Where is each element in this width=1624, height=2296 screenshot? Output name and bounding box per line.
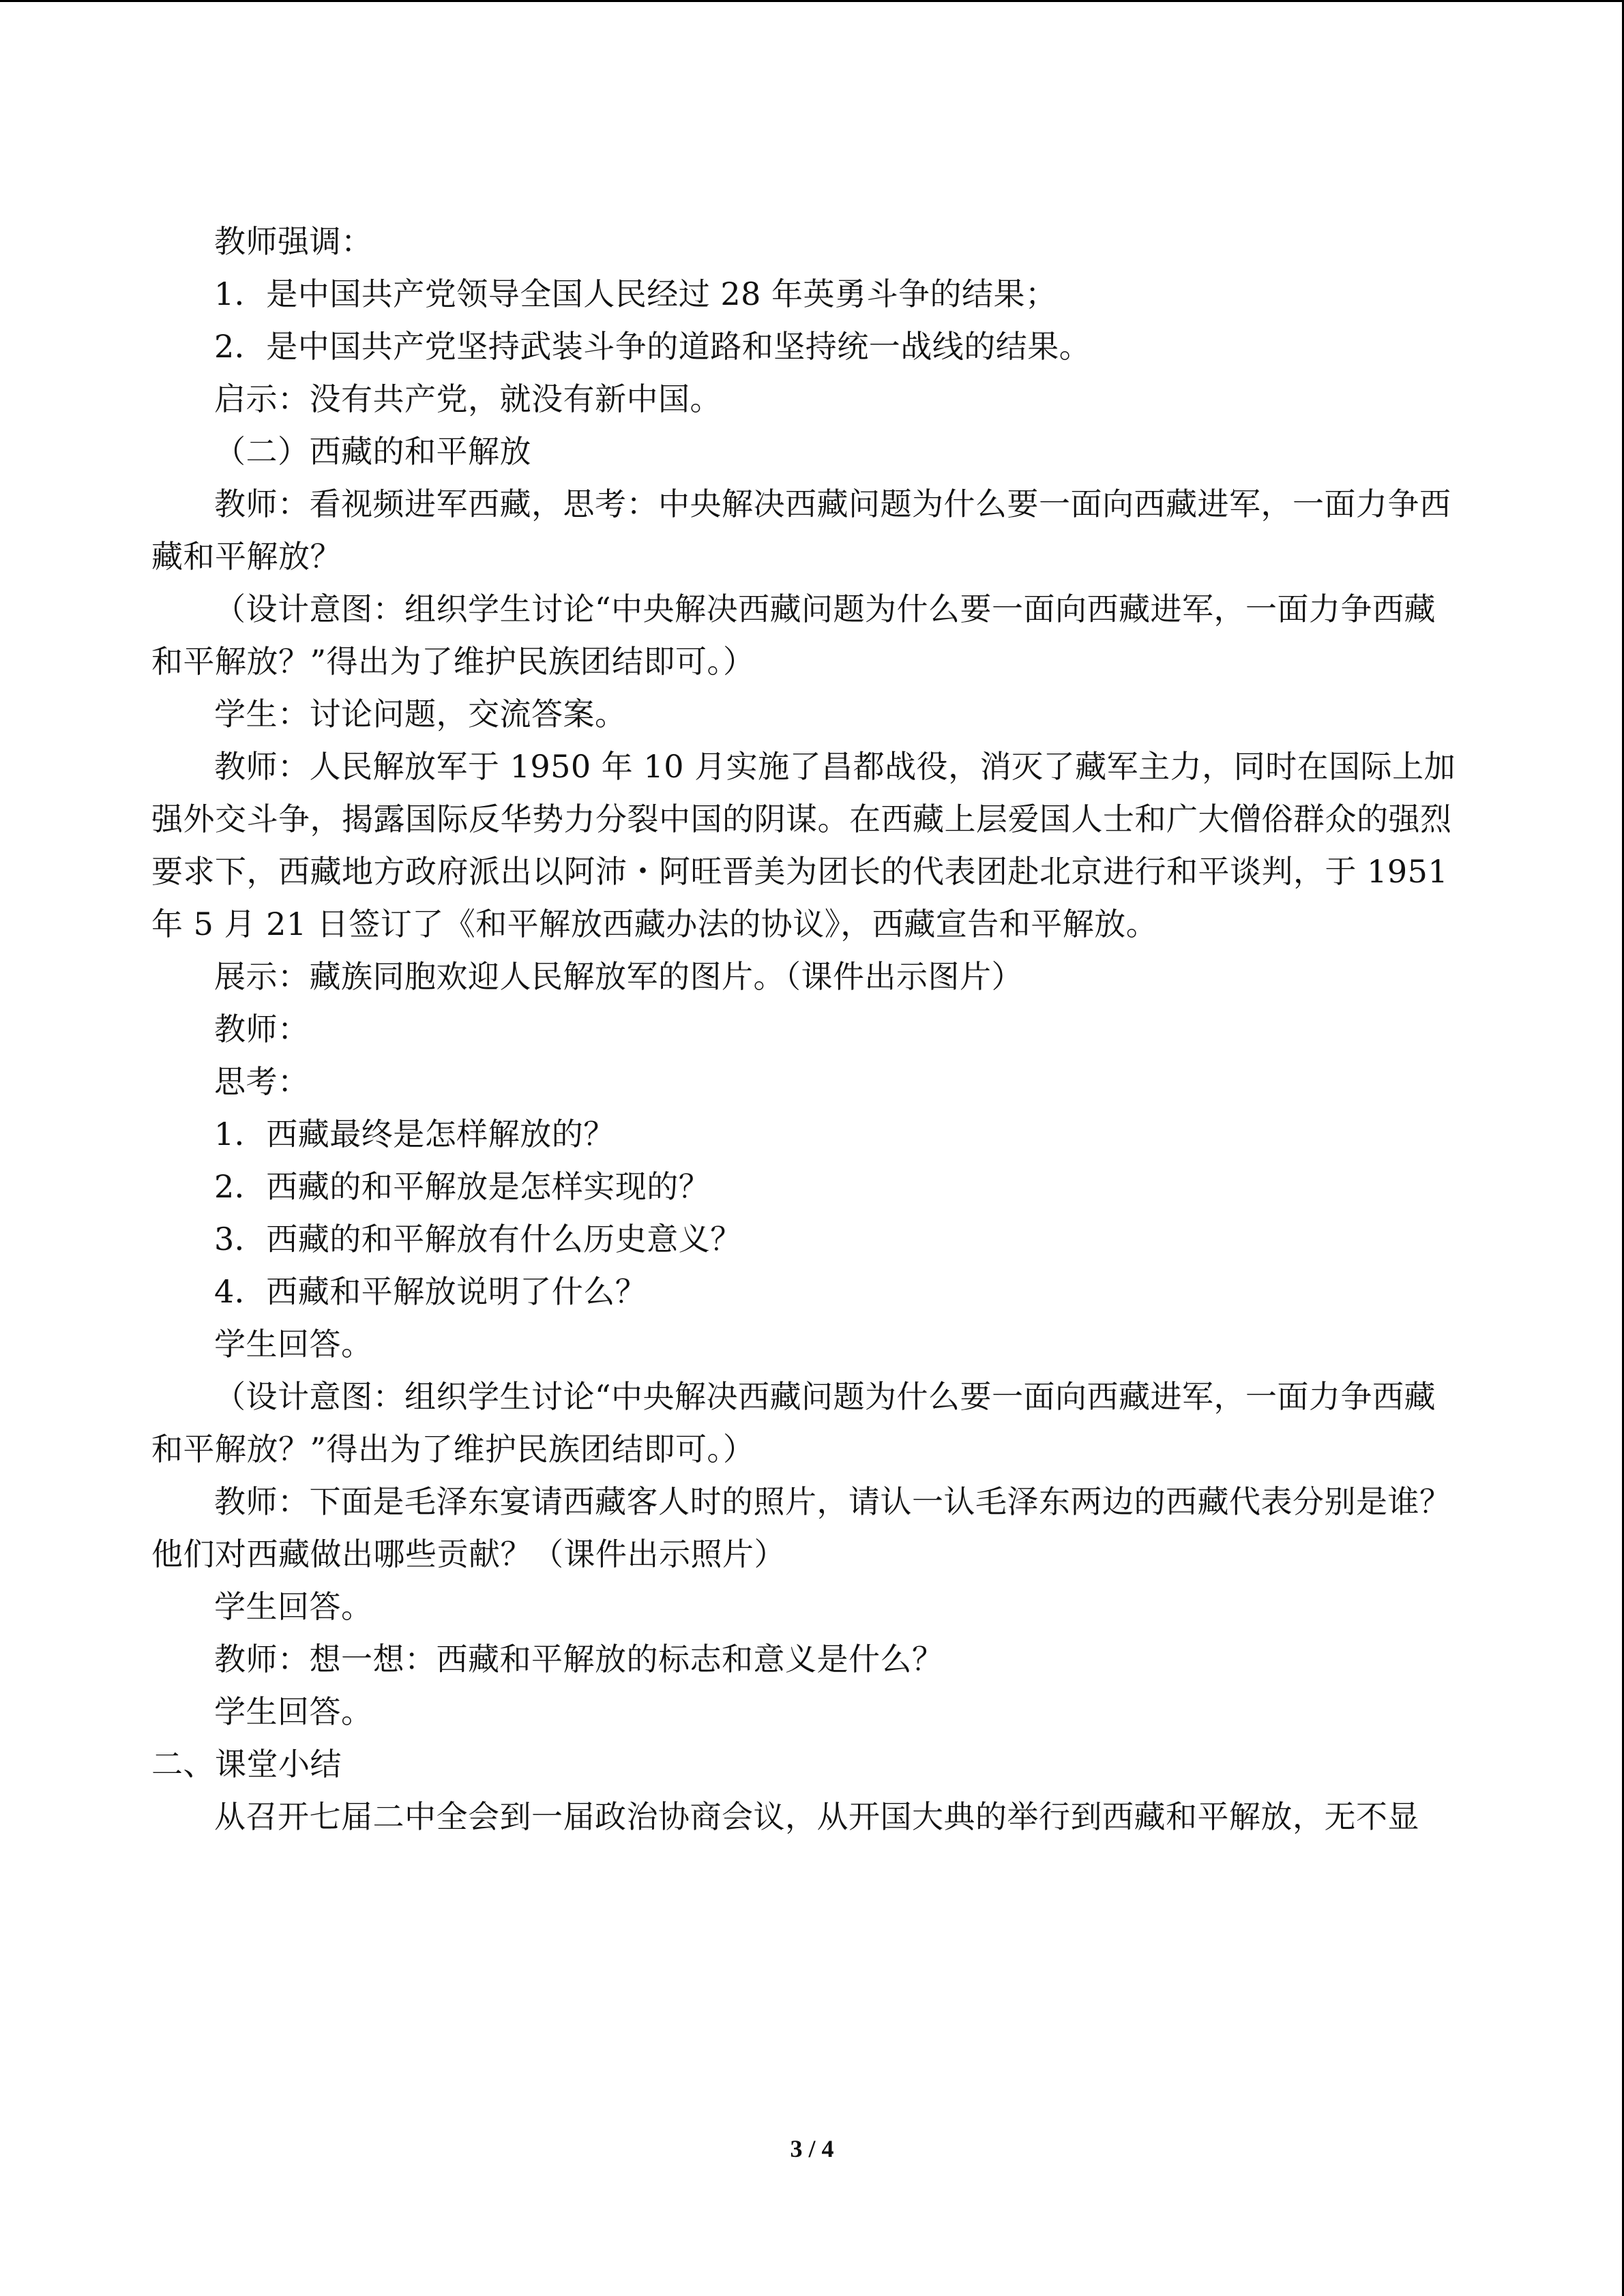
paragraph-student-discuss: 学生：讨论问题，交流答案。	[214, 696, 627, 732]
paragraph-teacher: 教师：	[214, 1011, 310, 1047]
paragraph-inspiration: 启示：没有共产党，就没有新中国。	[214, 381, 722, 417]
paragraph-think: 思考：	[214, 1063, 310, 1100]
paragraph-teacher-history: 教师：人民解放军于 1950 年 10 月实施了昌都战役，消灭了藏军主力，同时在国际上加强外交斗争，揭露国际反华势力分裂中国的阴谋。在西藏上层爱国人士和广大僧俗群众的强烈要求下，西藏地方政府派出以阿沛・阿旺晋美为团长的代表团赴北京进行和平谈判，于 1951 年 5 月 21 日签订了《和平解放西藏办法的协议》，西藏宣告和平解放。	[151, 748, 1456, 942]
paragraph-teacher-photo: 教师：下面是毛泽东宴请西藏客人时的照片，请认一认毛泽东两边的西藏代表分别是谁？他们对西藏做出哪些贡献？（课件出示照片）	[151, 1483, 1451, 1572]
page-number: 3 / 4	[790, 2135, 834, 2162]
paragraph-point-1: 1．是中国共产党领导全国人民经过 28 年英勇斗争的结果；	[214, 275, 1057, 312]
question-2: 2．西藏的和平解放是怎样实现的？	[214, 1168, 711, 1205]
paragraph-design-intent-2: （设计意图：组织学生讨论“中央解决西藏问题为什么要一面向西藏进军，一面力争西藏和平解放？”得出为了维护民族团结即可。）	[151, 1378, 1436, 1467]
paragraph-student-answer: 学生回答。	[214, 1588, 373, 1625]
paragraph-point-2: 2．是中国共产党坚持武装斗争的道路和坚持统一战线的结果。	[214, 328, 1091, 365]
paragraph-summary: 从召开七届二中全会到一届政治协商会议，从开国大典的举行到西藏和平解放，无不显	[214, 1798, 1419, 1835]
paragraph-teacher-video: 教师：看视频进军西藏，思考：中央解决西藏问题为什么要一面向西藏进军，一面力争西藏和平解放？	[151, 486, 1451, 575]
paragraph-teacher-emphasis: 教师强调：	[214, 223, 373, 260]
section-heading-summary: 二、课堂小结	[151, 1746, 342, 1783]
paragraph-design-intent-1: （设计意图：组织学生讨论“中央解决西藏问题为什么要一面向西藏进军，一面力争西藏和平解放？”得出为了维护民族团结即可。）	[151, 591, 1436, 680]
question-1: 1．西藏最终是怎样解放的？	[214, 1116, 615, 1152]
paragraph-display: 展示：藏族同胞欢迎人民解放军的图片。（课件出示图片）	[214, 958, 1023, 995]
paragraph-teacher-reflect: 教师：想一想：西藏和平解放的标志和意义是什么？	[214, 1641, 944, 1678]
section-heading-tibet: （二）西藏的和平解放	[214, 433, 531, 470]
paragraph-student-answer: 学生回答。	[214, 1326, 373, 1362]
paragraph-student-answer: 学生回答。	[214, 1693, 373, 1730]
question-4: 4．西藏和平解放说明了什么？	[214, 1273, 647, 1310]
document-body	[151, 215, 1461, 1843]
question-3: 3．西藏的和平解放有什么历史意义？	[214, 1221, 742, 1257]
